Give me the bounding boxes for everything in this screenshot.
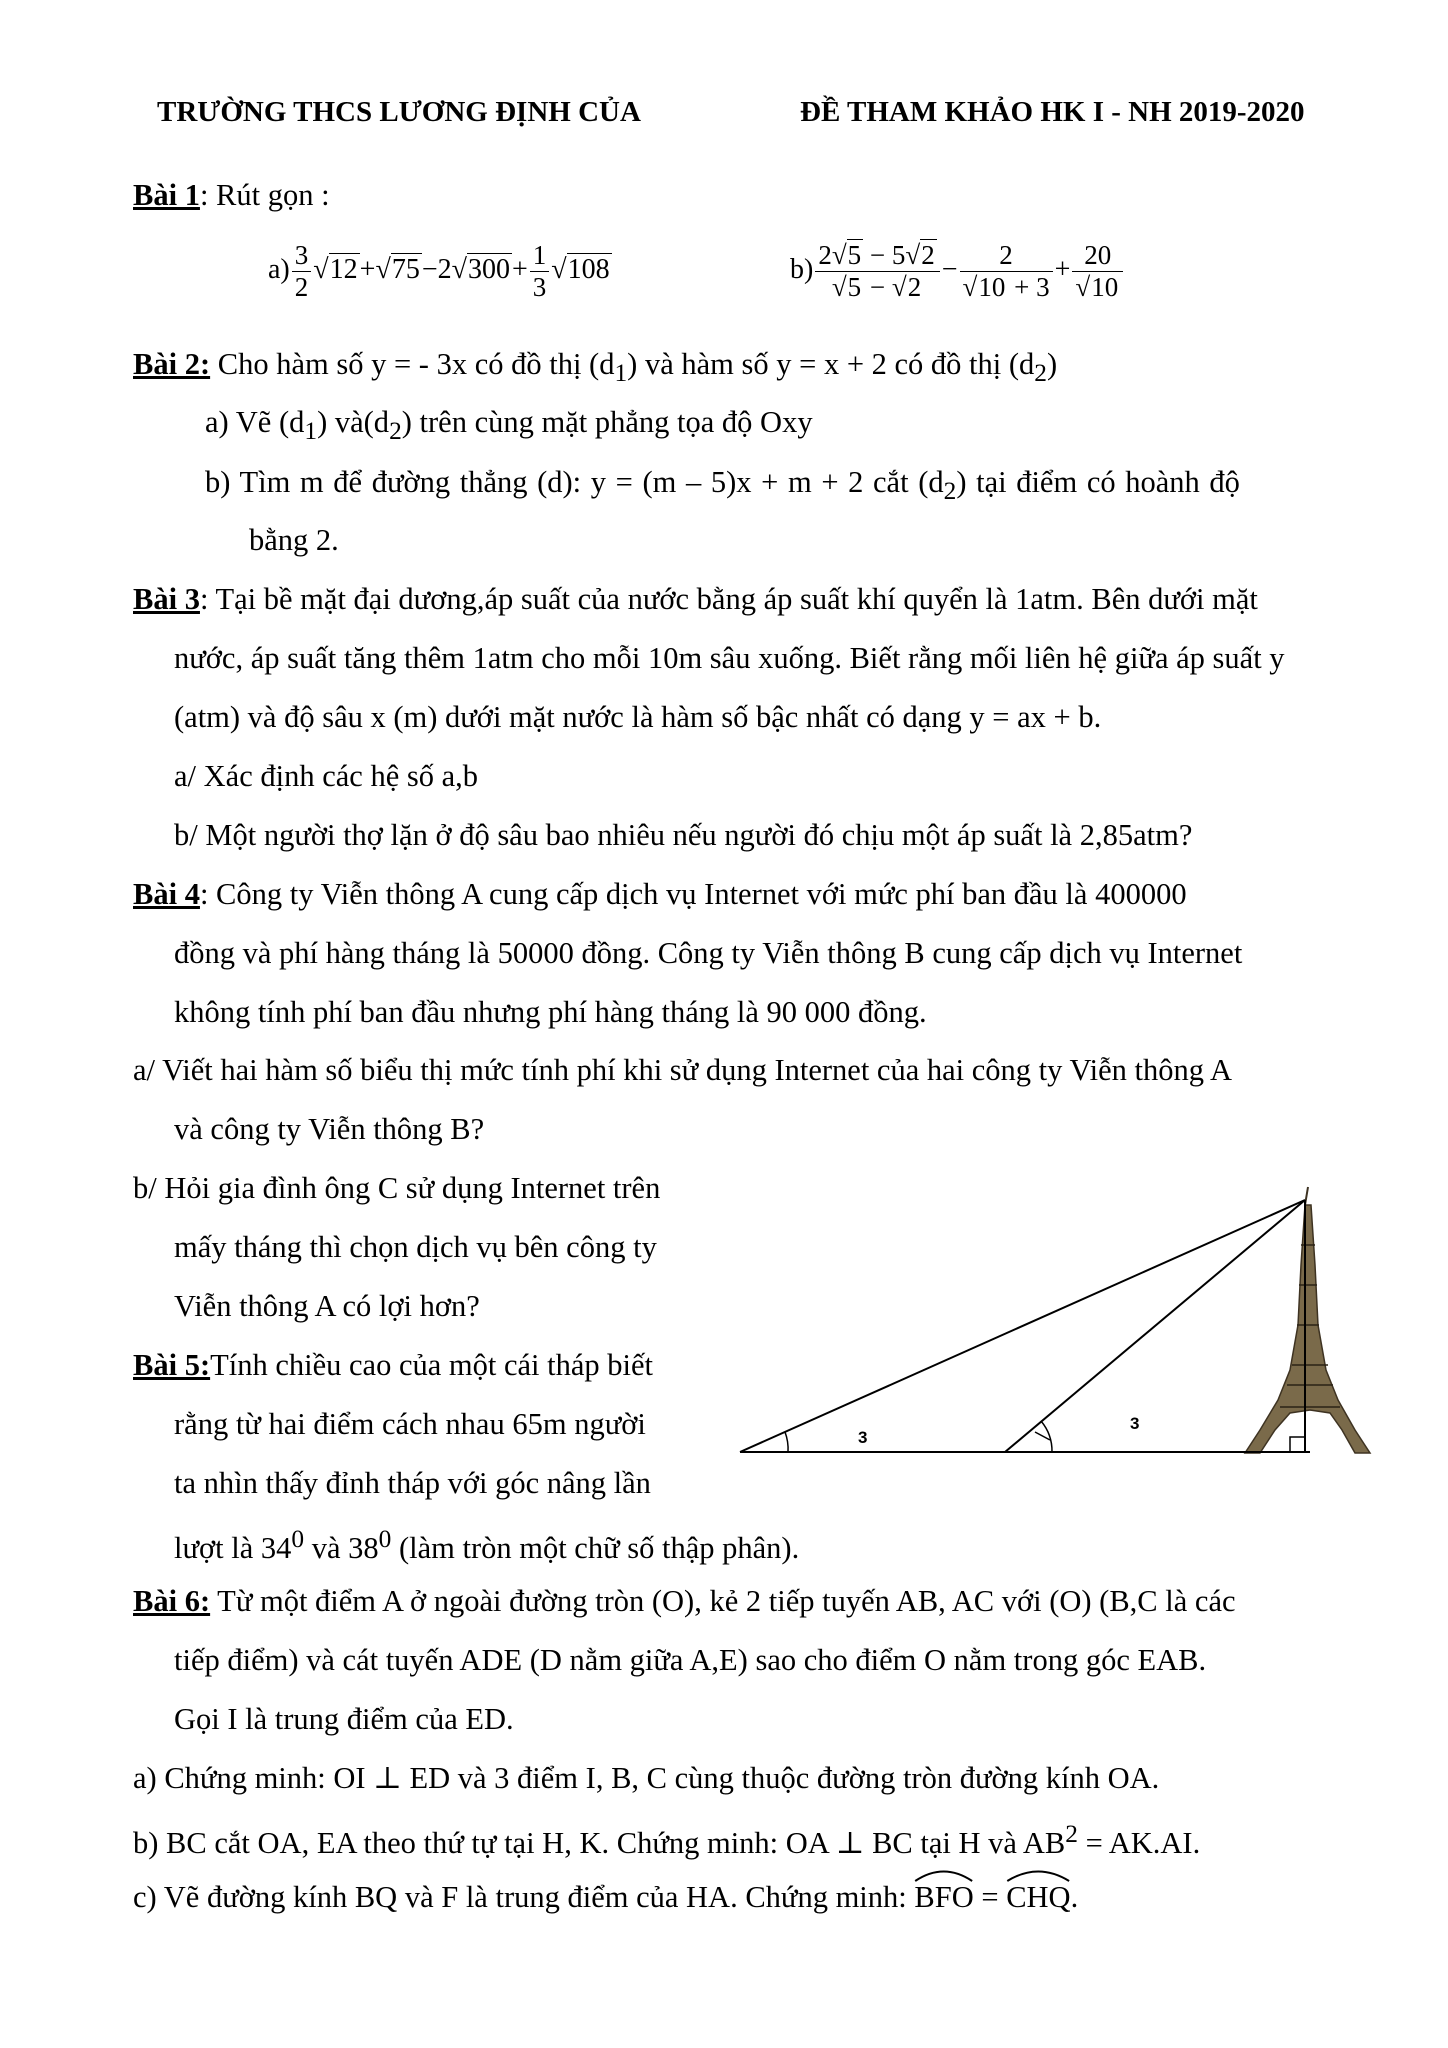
school-name: TRƯỜNG THCS LƯƠNG ĐỊNH CỦA	[157, 96, 641, 128]
b1a-fraction-1: $\frac{3}{2}$	[292, 240, 312, 303]
b1a-radicand-1: 12	[329, 253, 358, 285]
b2-line-b-cont: bằng 2.	[249, 523, 339, 557]
b4-line-1: Bài 4: Công ty Viễn thông A cung cấp dịch vụ Internet với mức phí ban đầu là 400000	[133, 877, 1187, 911]
right-angle-mark	[1290, 1437, 1305, 1452]
b1-text: : Rút gọn :	[199, 178, 330, 212]
b6-line-4: a) Chứng minh: OI ⊥ ED và 3 điểm I, B, C cùng thuộc đường tròn đường kính OA.	[133, 1761, 1160, 1795]
b4-line-2: đồng và phí hàng tháng là 50000 đồng. Công ty Viễn thông B cung cấp dịch vụ Internet	[174, 936, 1243, 970]
b1a-prefix: a)	[268, 253, 290, 285]
b4-line-3: không tính phí ban đầu nhưng phí hàng tháng là 90 000 đồng.	[174, 995, 927, 1029]
b1a-fraction-2: $\frac{1}{3}$	[530, 240, 550, 303]
b6-line-2: tiếp điểm) và cát tuyến ADE (D nằm giữa A,E) sao cho điểm O nằm trong góc EAB.	[174, 1643, 1207, 1677]
b5-line-2: rằng từ hai điểm cách nhau 65m người	[174, 1407, 646, 1441]
b2-label: Bài 2:	[133, 347, 211, 381]
exam-title: ĐỀ THAM KHẢO HK I - NH 2019-2020	[800, 96, 1305, 128]
b3-line-3: (atm) và độ sâu x (m) dưới mặt nước là hàm số bậc nhất có dạng y = ax + b.	[174, 700, 1102, 734]
b4-line-4: a/ Viết hai hàm số biểu thị mức tính phí khi sử dụng Internet của hai công ty Viễn thông A	[133, 1053, 1232, 1087]
b3-label: Bài 3	[133, 582, 200, 616]
b1a-radicand-4: 108	[567, 253, 610, 285]
b1-expression-b: b) $\frac{2√5 - 5√2}{√5 - √2}$ − $\frac{2}{√10 + 3}$ + $\frac{20}{√10}$	[790, 240, 1125, 303]
angle-bfo: BFO	[914, 1882, 973, 1913]
fig-label-1: 3	[858, 1428, 868, 1447]
angle-arc-far	[785, 1432, 788, 1452]
b1-label: Bài 1	[133, 178, 200, 212]
b6-line-3: Gọi I là trung điểm của ED.	[174, 1702, 514, 1736]
b5-line-4: lượt là $34^0$ và $38^0$ (làm tròn một chữ số thập phân).	[174, 1525, 800, 1566]
eiffel-tower-image	[1245, 1205, 1370, 1453]
b4-line-5: và công ty Viễn thông B?	[174, 1112, 485, 1146]
sight-line-near	[1005, 1200, 1305, 1452]
b1-expression-a: a) $\frac{3}{2}$ √12+√75−2√300+ $\frac{1}{3}$ √108	[268, 240, 610, 303]
fig-label-2: 3	[1130, 1414, 1140, 1433]
angle-chq: CHQ	[1006, 1882, 1070, 1913]
b1b-prefix: b)	[790, 253, 814, 285]
b2-line-a: a) Vẽ $(d_1)$ $và(d_2)$ trên cùng mặt phẳng tọa độ Oxy	[205, 405, 813, 446]
b4-line-6: b/ Hỏi gia đình ông C sử dụng Internet trên	[133, 1171, 661, 1205]
b6-line-1: Bài 6: Từ một điểm A ở ngoài đường tròn (O), kẻ 2 tiếp tuyến AB, AC với (O) (B,C là các	[133, 1584, 1236, 1618]
b5-line-1: Bài 5:Tính chiều cao của một cái tháp biết	[133, 1348, 654, 1382]
b3-line-5: b/ Một người thợ lặn ở độ sâu bao nhiêu nếu người đó chịu một áp suất là 2,85atm?	[174, 818, 1193, 852]
b1a-radicand-2: 75	[391, 253, 420, 285]
b5-label: Bài 5:	[133, 1348, 211, 1382]
b4-line-7: mấy tháng thì chọn dịch vụ bên công ty	[174, 1230, 657, 1264]
b6-line-5: b) BC cắt OA, EA theo thứ tự tại H, K. Chứng minh: OA ⊥ BC tại H và $AB^2 = AK.AI$.	[133, 1820, 1201, 1861]
sight-line-far	[740, 1200, 1305, 1452]
b4-line-8: Viễn thông A có lợi hơn?	[174, 1289, 480, 1323]
b3-line-1: Bài 3: Tại bề mặt đại dương,áp suất của nước bằng áp suất khí quyển là 1atm. Bên dưới mặt	[133, 582, 1258, 616]
b6-label: Bài 6:	[133, 1584, 211, 1618]
b1b-fraction-2: $\frac{2}{√10 + 3}$	[960, 240, 1053, 303]
b2-line-1: Bài 2: Cho hàm số y = - 3x có đồ thị $(d_1)$ và hàm số y = x + 2 có đồ thị $(d_2)$	[133, 347, 1058, 388]
b1b-fraction-1: $\frac{2√5 - 5√2}{√5 - √2}$	[815, 240, 939, 303]
b6-line-6: c) Vẽ đường kính BQ và F là trung điểm của HA. Chứng minh: BFO = CHQ.	[133, 1882, 1078, 1913]
b5-line-3: ta nhìn thấy đỉnh tháp với góc nâng lần	[174, 1466, 651, 1500]
b3-line-2: nước, áp suất tăng thêm 1atm cho mỗi 10m sâu xuống. Biết rằng mối liên hệ giữa áp suất y	[174, 641, 1285, 675]
b4-label: Bài 4	[133, 877, 200, 911]
b1a-radicand-3: 300	[467, 253, 510, 285]
tower-figure	[730, 1185, 1390, 1470]
b2-line-b: b) Tìm m để đường thẳng (d): y = (m – 5)x + m + 2 cắt $(d_2)$ tại điểm có hoành độ	[205, 465, 1240, 506]
b3-line-4: a/ Xác định các hệ số a,b	[174, 759, 479, 793]
b1-heading	[133, 180, 330, 211]
b1b-fraction-3: $\frac{20}{√10}$	[1072, 240, 1123, 303]
